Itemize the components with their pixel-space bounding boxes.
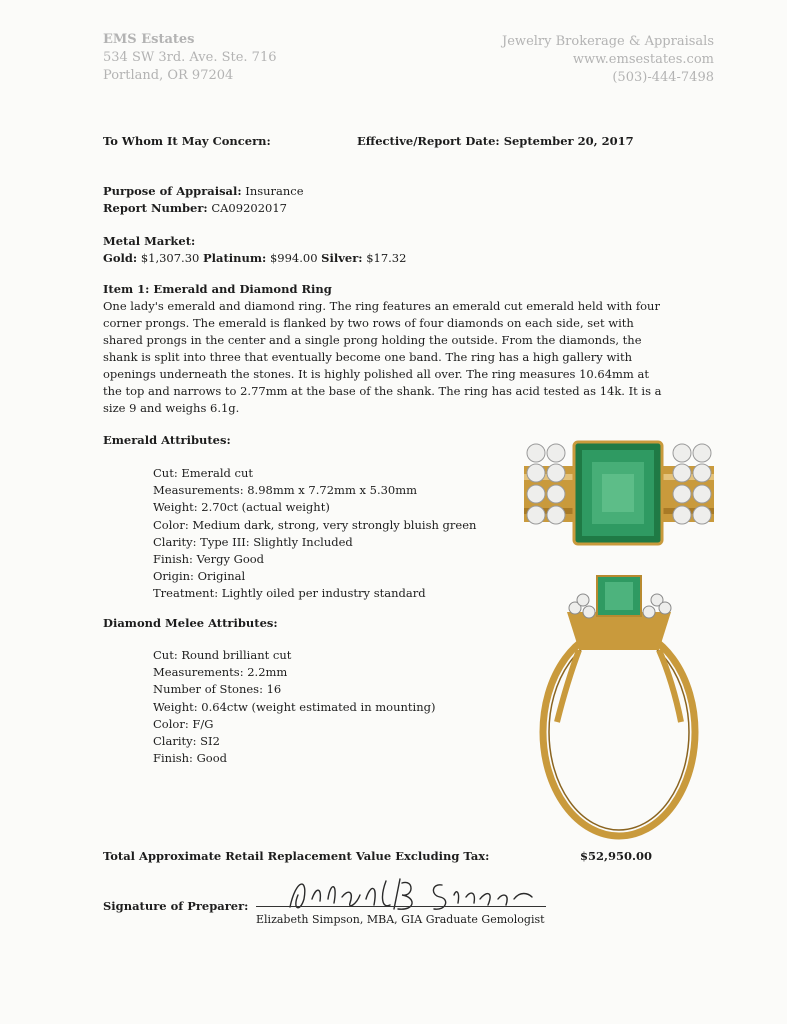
gold-value: $1,307.30 — [140, 251, 200, 265]
platinum-label: Platinum: — [203, 251, 267, 265]
ring-side-view-photo — [527, 572, 709, 842]
emerald-attr-treatment: Treatment: Lightly oiled per industry standard — [153, 586, 426, 601]
company-name: EMS Estates — [103, 32, 195, 47]
company-address-line2: Portland, OR 97204 — [103, 68, 234, 83]
purpose-line — [103, 183, 304, 200]
purpose-label: Purpose of Appraisal: — [103, 184, 242, 198]
report-number-label: Report Number: — [103, 201, 208, 215]
gold-label: Gold: — [103, 251, 138, 265]
report-number-value: CA09202017 — [211, 201, 287, 215]
report-date-label: Effective/Report Date: — [357, 134, 500, 148]
salutation: To Whom It May Concern: — [103, 134, 271, 148]
emerald-attr-origin: Origin: Original — [153, 569, 246, 584]
diamond-attr-stones: Number of Stones: 16 — [153, 682, 282, 697]
signature-line — [256, 906, 546, 907]
report-date-value: September 20, 2017 — [503, 134, 634, 148]
diamond-attributes-heading: Diamond Melee Attributes: — [103, 616, 278, 630]
emerald-attr-clarity: Clarity: Type III: Slightly Included — [153, 534, 353, 549]
company-website: www.emsestates.com — [572, 52, 714, 67]
diamond-attr-measurements: Measurements: 2.2mm — [153, 665, 288, 680]
company-tagline: Jewelry Brokerage & Appraisals — [502, 34, 714, 49]
preparer-name: Elizabeth Simpson, MBA, GIA Graduate Gemologist — [256, 913, 545, 926]
letterhead-right — [502, 33, 714, 87]
company-phone: (503)-444-7498 — [612, 70, 714, 85]
silver-value: $17.32 — [366, 251, 407, 265]
platinum-value: $994.00 — [269, 251, 318, 265]
item-description: One lady's emerald and diamond ring. The ring features an emerald cut emerald held with four corner prongs. The emerald is flanked by two rows of four diamonds on each side, set with shared prongs in the center and a single prong holding the outside. From the diamonds, the shank is split into three that eventually become one band. The ring has a high gallery with openings underneath the stones. It is highly polished all over. The ring measures 10.64mm at the top and narrows to 2.77mm at the base of the shank. The ring has acid tested as 14k. It is a size 9 and weighs 6.1g. — [103, 299, 662, 415]
metal-market-heading: Metal Market: — [103, 234, 196, 248]
total-label: Total Approximate Retail Replacement Value Excluding Tax: — [103, 849, 490, 863]
item-title: Item 1: Emerald and Diamond Ring — [103, 282, 332, 296]
emerald-attr-cut: Cut: Emerald cut — [153, 466, 253, 480]
signature-label: Signature of Preparer: — [103, 899, 249, 913]
emerald-attr-color: Color: Medium dark, strong, very strongly bluish green — [153, 517, 477, 532]
emerald-attr-weight: Weight: 2.70ct (actual weight) — [153, 500, 330, 515]
emerald-attributes-list — [153, 465, 476, 603]
report-date — [357, 133, 634, 150]
silver-label: Silver: — [321, 251, 363, 265]
diamond-attr-finish: Finish: Good — [153, 751, 227, 766]
metal-prices-line — [103, 250, 406, 267]
ring-top-view-photo — [524, 438, 714, 550]
company-address-line1: 534 SW 3rd. Ave. Ste. 716 — [103, 50, 277, 65]
emerald-attr-finish: Finish: Vergy Good — [153, 552, 265, 567]
diamond-attr-cut: Cut: Round brilliant cut — [153, 648, 292, 662]
diamond-attr-color: Color: F/G — [153, 716, 214, 731]
report-number-line — [103, 200, 287, 217]
emerald-attr-measurements: Measurements: 8.98mm x 7.72mm x 5.30mm — [153, 483, 418, 498]
total-value: $52,950.00 — [580, 849, 653, 863]
letterhead-left — [103, 31, 276, 85]
diamond-attributes-list — [153, 647, 435, 767]
purpose-value: Insurance — [245, 184, 304, 198]
emerald-attributes-heading: Emerald Attributes: — [103, 433, 231, 447]
diamond-attr-clarity: Clarity: SI2 — [153, 734, 220, 749]
diamond-attr-weight: Weight: 0.64ctw (weight estimated in mounting) — [153, 699, 436, 714]
